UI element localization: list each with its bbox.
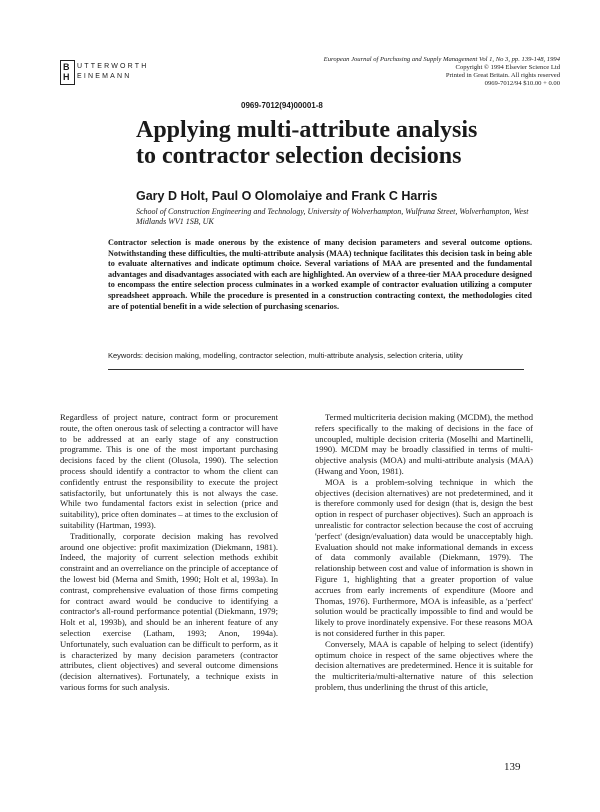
journal-line: Printed in Great Britain. All rights reserved bbox=[445, 72, 560, 79]
paragraph: Traditionally, corporate decision making has revolved around one objective: profit maximization (Diekmann, 1981). Indeed, the majority of current selection methods exhibit constraint and an overreliance on the principle of acceptance of the lowest bid (Merna and Smith, 1990; Holt et al, 1993a). In contrast, comprehensive evaluation of those firms competing for contract award would be conducive to identifying a contractor's all-round performance potential (Diekmann, 1979; Holt et al, 1993b), and should be an inherent feature of any selection exercise (Latham, 1993; Anon, 1994a). Unfortunately, such evaluation can be difficult to perform, as it is characterized by many decision parameters (contractor attributes, client objectives) and several outcome dimensions (decision alternatives). Fortunately, a technique exists in various forms for such analysis. bbox=[60, 530, 278, 692]
article-code: 0969-7012(94)00001-8 bbox=[241, 101, 323, 110]
page-number: 139 bbox=[504, 761, 521, 773]
paragraph: Termed multicriteria decision making (MCDM), the method refers specifically to the making of decisions in the face of uncoupled, multiple decision criteria (Moselhi and Martinelli, 1990). MCDM may be broadly classified in terms of multi-objective analysis (MOA) and multi-attribute analysis (MAA) (Hwang and Yoon, 1981). bbox=[315, 412, 533, 476]
body-column-right bbox=[315, 412, 533, 693]
divider bbox=[108, 369, 524, 370]
keywords: Keywords: decision making, modelling, contractor selection, multi-attribute analysis, selection criteria, utility bbox=[108, 351, 463, 360]
publisher-logo-line: UTTERWORTH bbox=[77, 63, 149, 70]
publisher-logo-line: EINEMANN bbox=[77, 73, 132, 80]
paragraph: Conversely, MAA is capable of helping to select (identify) optimum choice in respect of the same objectives where the decision alternatives are predetermined. Hence it is suitable for the multicriteria/multi-alternative nature of this selection problem, thus underlining the thrust of this article, bbox=[315, 638, 533, 692]
journal-line: Copyright © 1994 Elsevier Science Ltd bbox=[455, 64, 560, 71]
paragraph: MOA is a problem-solving technique in which the objectives (decision alternatives) are not predetermined, and it is therefore commonly used for design (that is, design the best option in respect of purchaser objectives). Such an approach is unrealistic for contractor selection because the cost of accruing 'perfect' (design/evaluation) data would be unacceptably high. Evaluation should not make informational demands in excess of data commonly available (Diekmann, 1979). The relationship between cost and value of information is shown in Figure 1, highlighting that a greater proportion of value accrues from early increments of expenditure (Moore and Thomas, 1976). Furthermore, MOA is infeasible, as a 'perfect' solution would be practically impossible to find and would be likely to prove inordinately expensive. For these reasons MOA is not considered further in this paper. bbox=[315, 476, 533, 638]
abstract: Contractor selection is made onerous by the existence of many decision parameters and several outcome options. Notwithstanding these difficulties, the multi-attribute analysis (MAA) technique facilitates this decision task in being able to evaluate alternatives and indicate optimum choice. Several variations of MAA are presented and the fundamental advantages and disadvantages associated with each are highlighted. An overview of a three-tier MAA procedure designed to encompass the entire selection process culminates in a worked example of contractor evaluation utilizing a computer spreadsheet approach. While the procedure is presented in a construction contracting context, the methodologies cited are of potential benefit in a wide selection of purchasing scenarios. bbox=[108, 238, 532, 311]
publisher-logo-mark: B H bbox=[60, 60, 75, 85]
body-column-left bbox=[60, 412, 278, 693]
article-title-line: Applying multi-attribute analysis bbox=[136, 117, 478, 143]
journal-line: European Journal of Purchasing and Supply Management Vol 1, No 3, pp. 139-148, 1994 bbox=[323, 56, 560, 63]
paragraph: Regardless of project nature, contract form or procurement route, the often onerous task of selecting a contractor will have to be addressed at an early stage of any construction programme. This is one of the most important purchasing decisions faced by the client (Olusola, 1990). The selection process should identify a contractor to whom the client can confidently entrust the responsibility to execute the project satisfactorily, but unfortunately this is not always the case. While two fundamental factors exist in selection (price and suitability), price often dominates – at times to the exclusion of suitability (Hartman, 1993). bbox=[60, 412, 278, 530]
article-title bbox=[136, 117, 556, 169]
authors: Gary D Holt, Paul O Olomolaiye and Frank C Harris bbox=[136, 189, 438, 203]
journal-citation bbox=[260, 56, 560, 88]
affiliation: School of Construction Engineering and Technology, University of Wolverhampton, Wulfruna Street, Wolverhampton, West Midlands WV1 1SB, UK bbox=[136, 207, 529, 226]
journal-line: 0969-7012/94 $10.00 + 0.00 bbox=[484, 80, 560, 87]
article-title-line: to contractor selection decisions bbox=[136, 143, 462, 169]
